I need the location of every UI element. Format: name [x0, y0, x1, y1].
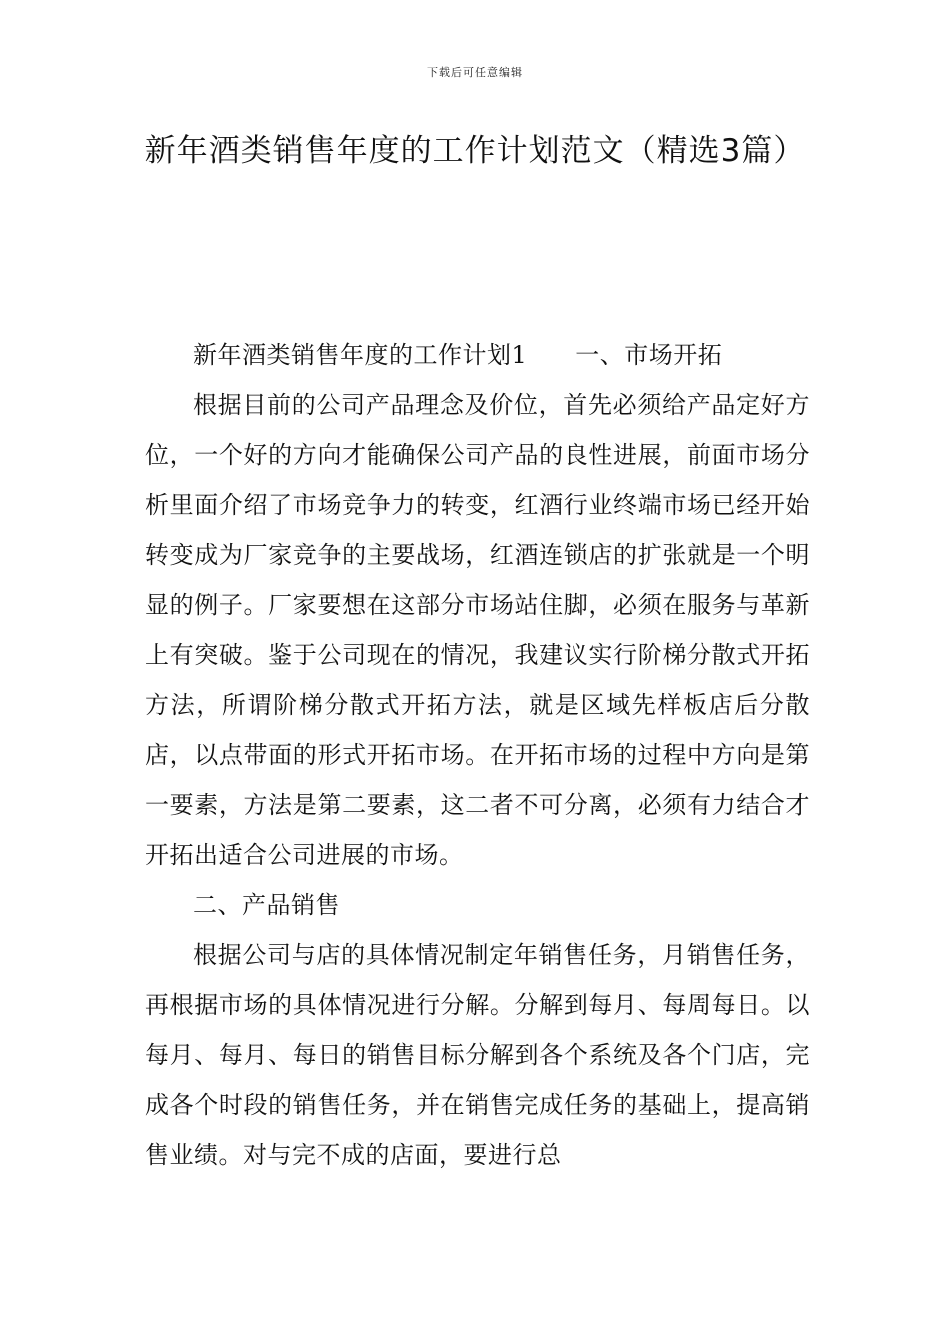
plan-heading: 新年酒类销售年度的工作计划1	[193, 341, 528, 369]
header-note: 下载后可任意编辑	[427, 66, 523, 79]
document-body	[145, 330, 810, 1180]
first-line	[145, 330, 810, 380]
paragraph-market-development: 根据目前的公司产品理念及价位，首先必须给产品定好方位，一个好的方向才能确保公司产品的良性进展，前面市场分析里面介绍了市场竞争力的转变，红酒行业终端市场已经开始转变成为厂家竞争的主要战场，红酒连锁店的扩张就是一个明显的例子。厂家要想在这部分市场站住脚，必须在服务与革新上有突破。鉴于公司现在的情况，我建议实行阶梯分散式开拓方法，所谓阶梯分散式开拓方法，就是区域先样板店后分散店，以点带面的形式开拓市场。在开拓市场的过程中方向是第一要素，方法是第二要素，这二者不可分离，必须有力结合才开拓出适合公司进展的市场。	[145, 391, 810, 869]
section-heading-market: 一、市场开拓	[575, 341, 723, 369]
section-heading-sales: 二、产品销售	[193, 891, 340, 919]
document-title: 新年酒类销售年度的工作计划范文（精选3篇）	[144, 133, 806, 169]
paragraph-product-sales: 根据公司与店的具体情况制定年销售任务，月销售任务，再根据市场的具体情况进行分解。分解到每月、每周每日。以每月、每月、每日的销售目标分解到各个系统及各个门店，完成各个时段的销售任务，并在销售完成任务的基础上，提高销售业绩。对与完不成的店面，要进行总	[145, 941, 810, 1169]
